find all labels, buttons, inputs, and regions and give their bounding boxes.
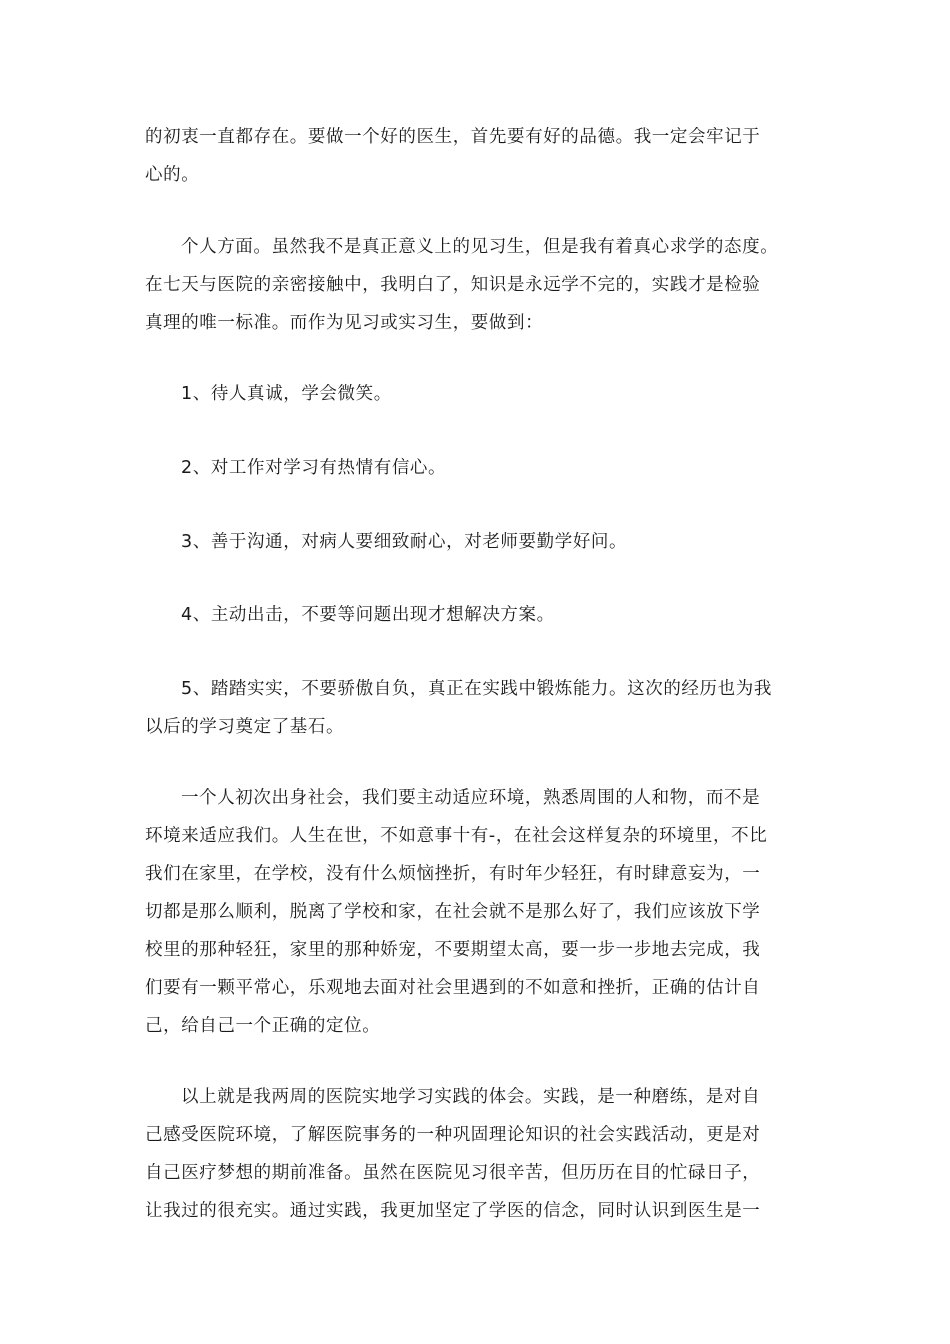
text-line: 真理的唯一标准。而作为见习或实习生，要做到： <box>145 313 544 333</box>
text-line: 以后的学习奠定了基石。 <box>145 717 345 737</box>
text-line: 校里的那种轻狂，家里的那种娇宠，不要期望太高，要一步一步地去完成，我 <box>145 940 761 960</box>
text-line: 在七天与医院的亲密接触中，我明白了，知识是永远学不完的，实践才是检验 <box>145 275 761 295</box>
text-line: 环境来适应我们。人生在世，不如意事十有-，在社会这样复杂的环境里，不比 <box>145 826 768 846</box>
text-line: 们要有一颗平常心，乐观地去面对社会里遇到的不如意和挫折，正确的估计自 <box>145 978 761 998</box>
text-line: 切都是那么顺利，脱离了学校和家，在社会就不是那么好了，我们应该放下学 <box>145 902 761 922</box>
text-line: 己感受医院环境，了解医院事务的一种巩固理论知识的社会实践活动，更是对 <box>145 1125 761 1145</box>
text-line: 我们在家里，在学校，没有什么烦恼挫折，有时年少轻狂，有时肆意妄为，一 <box>145 864 761 884</box>
list-item: 1、待人真诚，学会微笑。 <box>181 384 392 404</box>
text-line: 自己医疗梦想的期前准备。虽然在医院见习很辛苦，但历历在目的忙碌日子， <box>145 1163 761 1183</box>
text-line: 让我过的很充实。通过实践，我更加坚定了学医的信念，同时认识到医生是一 <box>145 1201 761 1221</box>
list-item: 5、踏踏实实，不要骄傲自负，真正在实践中锻炼能力。这次的经历也为我 <box>181 679 772 699</box>
text-line: 以上就是我两周的医院实地学习实践的体会。实践，是一种磨练，是对自 <box>181 1087 761 1107</box>
text-line: 个人方面。虽然我不是真正意义上的见习生，但是我有着真心求学的态度。 <box>181 237 779 257</box>
text-line: 心的。 <box>145 165 200 185</box>
text-line: 己，给自己一个正确的定位。 <box>145 1016 381 1036</box>
list-item: 4、主动出击，不要等问题出现才想解决方案。 <box>181 605 555 625</box>
list-item: 3、善于沟通，对病人要细致耐心，对老师要勤学好问。 <box>181 532 628 552</box>
list-item: 2、对工作对学习有热情有信心。 <box>181 458 447 478</box>
text-line: 的初衷一直都存在。要做一个好的医生，首先要有好的品德。我一定会牢记于 <box>145 127 761 147</box>
text-line: 一个人初次出身社会，我们要主动适应环境，熟悉周围的人和物，而不是 <box>181 788 761 808</box>
